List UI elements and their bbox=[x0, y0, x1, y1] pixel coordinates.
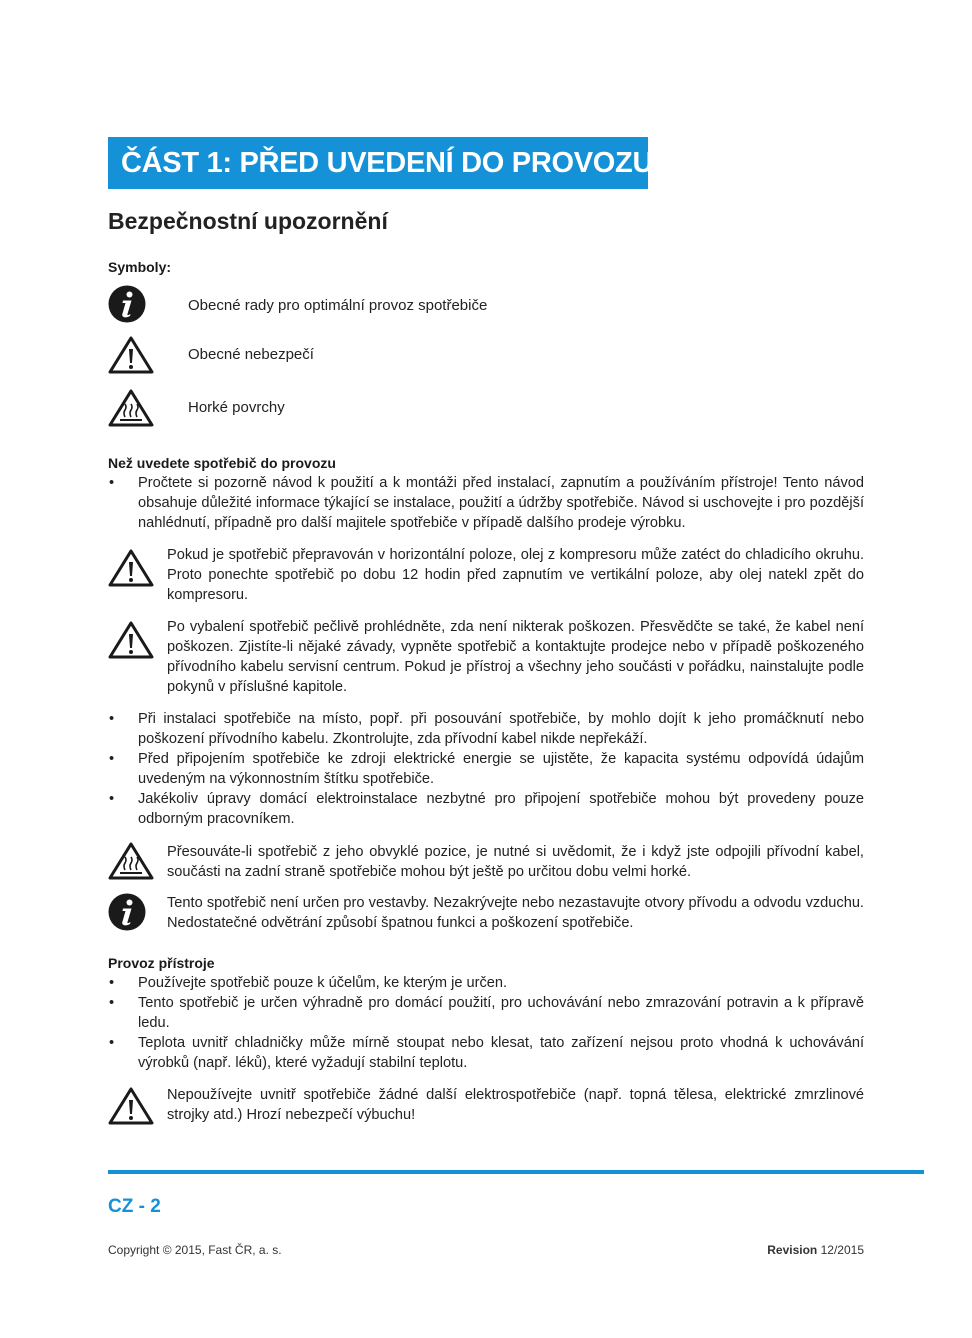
page-title: Bezpečnostní upozornění bbox=[108, 208, 388, 234]
note-hot-text: Přesouváte-li spotřebič z jeho obvyklé pozice, je nutné si uvědomit, že i když jste odpojili přívodní kabel, součásti na zadní straně spotřebiče mohou být ještě po určitou dobu velmi horké. bbox=[167, 844, 864, 880]
note-info-text: Tento spotřebič není určen pro vestavby. Nezakrývejte nebo nezastavujte otvory přívodu a odvodu vzduchu. Nedostatečné odvětrání způsobí špatnou funkci a poškození spotřebiče. bbox=[167, 895, 864, 931]
hot-surface-icon bbox=[108, 842, 154, 880]
list-item: • Před připojením spotřebiče ke zdroji elektrické energie se ujistěte, že kapacita systému odpovídá údajům uvedeným na výkonnostním štítku spotřebiče. bbox=[109, 751, 864, 787]
warning-triangle-icon bbox=[108, 621, 154, 659]
bullet-icon: • bbox=[109, 995, 115, 1011]
before-use-list-1 bbox=[108, 473, 864, 533]
legend-info-text: Obecné rady pro optimální provoz spotřebiče bbox=[188, 297, 488, 314]
list-item: • Tento spotřebič je určen výhradně pro domácí použití, pro uchovávání nebo zmrazování potravin a k přípravě ledu. bbox=[109, 995, 864, 1031]
operation-list bbox=[108, 973, 864, 1073]
revision-value: 12/2015 bbox=[820, 1243, 864, 1257]
list-item: • Pročtete si pozorně návod k použití a k montáži před instalací, zapnutím a používáním přístroje! Tento návod obsahuje důležité informace týkající se instalace, použití a údržby spotřebiče. Návod si uschovejte i pro pozdější nahlédnutí, případně pro další majitele spotřebiče v případě dalšího prodeje výrobku. bbox=[109, 475, 864, 531]
page-number: CZ - 2 bbox=[108, 1196, 161, 1217]
bullet-icon: • bbox=[109, 475, 115, 491]
note-explosion-text: Nepoužívejte uvnitř spotřebiče žádné další elektrospotřebiče (např. topná tělesa, elektrické zmrzlinové strojky atd.) Hrozí nebezpečí výbuchu! bbox=[167, 1087, 864, 1123]
list-item: • Používejte spotřebič pouze k účelům, ke kterým je určen. bbox=[109, 975, 508, 991]
list-item: • Při instalaci spotřebiče na místo, popř. při posouvání spotřebiče, by mohlo dojít k jeho promáčknutí nebo poškození přívodního kabelu. Zkontrolujte, zda přívodní kabel nikde nepřekáží. bbox=[109, 711, 864, 747]
note-explosion bbox=[108, 1085, 864, 1125]
symbols-heading: Symboly: bbox=[108, 259, 172, 275]
note-transport-text: Pokud je spotřebič přepravován v horizontální poloze, olej z kompresoru může zatéct do chladicího okruhu. Proto ponechte spotřebič po dobu 12 hodin před zapnutím ve vertikální poloze, aby olej natekl zpět do kompresoru. bbox=[167, 547, 864, 603]
operation-heading: Provoz přístroje bbox=[108, 955, 215, 971]
before-use-list-2 bbox=[108, 709, 864, 829]
hot-surface-icon bbox=[108, 389, 154, 427]
list-item: • Jakékoliv úpravy domácí elektroinstalace nezbytné pro připojení spotřebiče mohou být provedeny pouze odborným pracovníkem. bbox=[109, 791, 864, 827]
warning-triangle-icon bbox=[108, 1087, 154, 1125]
note-transport bbox=[108, 545, 864, 605]
bullet-icon: • bbox=[109, 751, 115, 767]
legend-danger-text: Obecné nebezpečí bbox=[188, 346, 314, 363]
section-banner: ČÁST 1: PŘED UVEDENÍ DO PROVOZU bbox=[108, 137, 648, 189]
bullet-icon: • bbox=[109, 975, 115, 991]
note-info bbox=[108, 893, 864, 933]
note-unpack-text: Po vybalení spotřebič pečlivě prohlédněte, zda není nikterak poškozen. Přesvědčte se také, že kabel není poškozen. Zjistíte-li nějaké závady, vypněte spotřebič a kontaktujte prodejce nebo v případě poškozeného přívodního kabelu servisní centrum. Pokud je přístroj a všechny jeho součásti v pořádku, nainstalujte podle pokynů v příslušné kapitole. bbox=[167, 619, 864, 695]
legend-hot-text: Horké povrchy bbox=[188, 399, 285, 416]
list-item: • Teplota uvnitř chladničky může mírně stoupat nebo klesat, tato zařízení nejsou proto vhodná k uchovávání výrobků (např. léků), které vyžadují stabilní teplotu. bbox=[109, 1035, 864, 1071]
warning-triangle-icon bbox=[108, 336, 154, 374]
info-icon bbox=[108, 893, 146, 931]
warning-triangle-icon bbox=[108, 549, 154, 587]
note-unpack bbox=[108, 617, 864, 697]
footer-rule bbox=[108, 1170, 924, 1174]
bullet-icon: • bbox=[109, 1035, 115, 1051]
bullet-icon: • bbox=[109, 711, 115, 727]
revision-label: Revision bbox=[767, 1243, 818, 1257]
bullet-icon: • bbox=[109, 791, 115, 807]
revision bbox=[767, 1243, 864, 1257]
note-hot bbox=[108, 842, 864, 882]
info-icon bbox=[108, 285, 146, 323]
copyright: Copyright © 2015, Fast ČR, a. s. bbox=[108, 1243, 282, 1257]
before-use-heading: Než uvedete spotřebič do provozu bbox=[108, 455, 336, 471]
